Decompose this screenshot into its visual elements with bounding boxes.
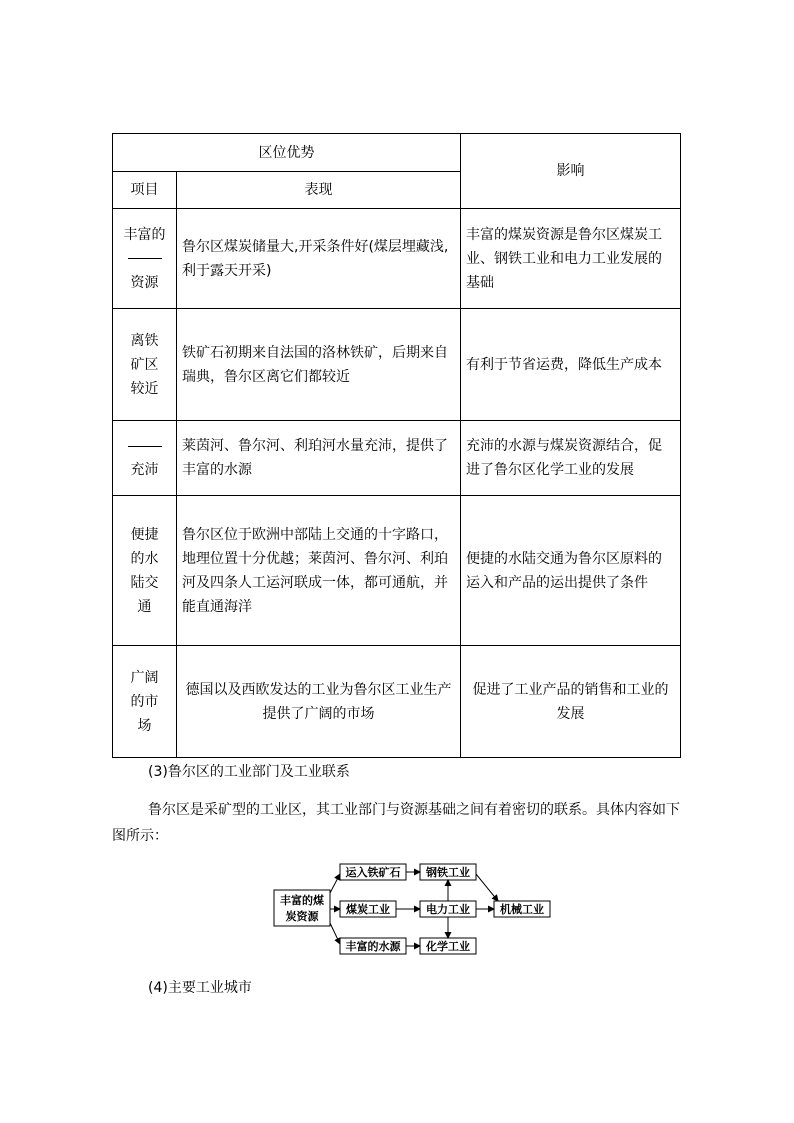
- fill-blank: [128, 446, 162, 447]
- item-text: 充沛: [130, 462, 159, 478]
- table-row: [113, 646, 681, 758]
- label-water: 丰富的水源: [345, 940, 401, 953]
- header-impact: 影响: [461, 134, 681, 209]
- row-performance: 铁矿石初期来自法国的洛林铁矿，后期来自瑞典，鲁尔区离它们都较近: [177, 309, 461, 421]
- item-text: 场: [137, 717, 152, 734]
- item-text: 的水: [130, 550, 159, 567]
- item-text: 较近: [130, 380, 159, 397]
- arrow: [476, 874, 498, 901]
- row-performance: 鲁尔区煤炭储量大,开采条件好(煤层埋藏浅,利于露天开采): [177, 209, 461, 309]
- fill-blank: [128, 258, 162, 259]
- industry-linkage-diagram: [268, 858, 558, 960]
- arrow: [330, 874, 340, 893]
- row-item: [113, 309, 177, 421]
- section-4-title: (4)主要工业城市: [148, 980, 252, 996]
- header-location-advantage: 区位优势: [113, 134, 461, 172]
- label-coal-industry: 煤炭工业: [346, 903, 390, 916]
- row-impact: 充沛的水源与煤炭资源结合，促进了鲁尔区化学工业的发展: [461, 421, 681, 496]
- label-machinery: 机械工业: [500, 903, 544, 916]
- label-iron-ore: 运入铁矿石: [345, 866, 401, 879]
- label-coal-resource-2: 炭资源: [285, 910, 319, 923]
- section-3-title: (3)鲁尔区的工业部门及工业联系: [148, 764, 350, 780]
- item-text: 矿区: [130, 356, 159, 373]
- label-chemical: 化学工业: [426, 940, 470, 953]
- row-item: [113, 421, 177, 496]
- table-row: [113, 209, 681, 309]
- label-steel: 钢铁工业: [426, 866, 470, 879]
- location-advantage-table: [112, 133, 681, 758]
- row-item: [113, 209, 177, 309]
- item-text: 便捷: [130, 526, 159, 543]
- row-performance: 鲁尔区位于欧洲中部陆上交通的十字路口，地理位置十分优越；莱茵河、鲁尔河、利珀河及四条人工运河联成一体，都可通航，并能直通海洋: [177, 496, 461, 646]
- table-row: [113, 421, 681, 496]
- label-coal-resource-1: 丰富的煤: [280, 894, 324, 907]
- item-text: 通: [137, 598, 152, 615]
- row-performance: 莱茵河、鲁尔河、利珀河水量充沛，提供了丰富的水源: [177, 421, 461, 496]
- row-item: [113, 496, 177, 646]
- table-row: [113, 496, 681, 646]
- item-text: 陆交: [130, 574, 159, 591]
- item-text: 的市: [130, 693, 159, 710]
- item-text: 离铁: [130, 332, 159, 349]
- label-power: 电力工业: [426, 903, 470, 916]
- item-text: 丰富的: [123, 226, 166, 243]
- item-text: 资源: [130, 274, 159, 291]
- row-impact: 丰富的煤炭资源是鲁尔区煤炭工业、钢铁工业和电力工业发展的基础: [461, 209, 681, 309]
- section-3-text: 鲁尔区是采矿型的工业区，其工业部门与资源基础之间有着密切的联系。具体内容如下图所示：: [112, 802, 680, 844]
- row-performance: 德国以及西欧发达的工业为鲁尔区工业生产提供了广阔的市场: [177, 646, 461, 758]
- table-row: [113, 309, 681, 421]
- item-text: 广阔: [130, 669, 159, 686]
- header-item: 项目: [113, 172, 177, 209]
- row-impact: 有利于节省运费，降低生产成本: [461, 309, 681, 421]
- row-impact: 促进了工业产品的销售和工业的发展: [461, 646, 681, 758]
- header-performance: 表现: [177, 172, 461, 209]
- arrow: [330, 923, 340, 944]
- row-item: [113, 646, 177, 758]
- row-impact: 便捷的水陆交通为鲁尔区原料的运入和产品的运出提供了条件: [461, 496, 681, 646]
